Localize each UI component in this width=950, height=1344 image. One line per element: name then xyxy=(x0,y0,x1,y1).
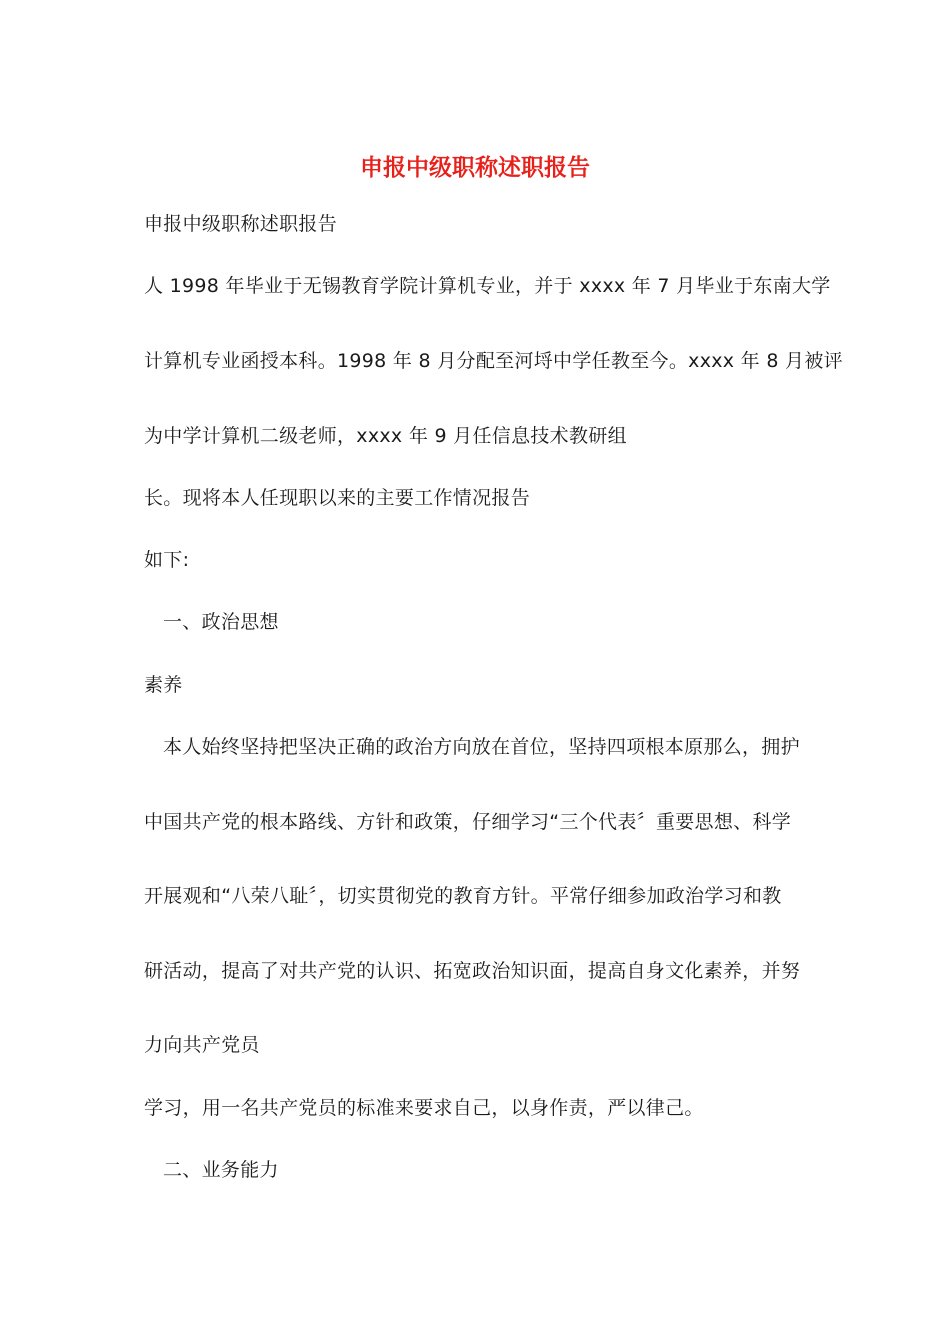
body-line: 开展观和“八荣八耻〞，切实贯彻党的教育方针。平常仔细参加政治学习和教 xyxy=(144,885,782,907)
section-heading-ability: 二、业务能力 xyxy=(163,1159,279,1181)
body-line: 学习，用一名共产党员的标准来要求自己，以身作责，严以律己。 xyxy=(144,1097,704,1119)
body-line: 计算机专业函授本科。1998 年 8 月分配至河埒中学任教至今。xxxx 年 8 月被评 xyxy=(144,350,843,372)
body-line: 中国共产党的根本路线、方针和政策，仔细学习“三个代表〞重要思想、科学 xyxy=(144,811,792,833)
body-line: 长。现将本人任现职以来的主要工作情况报告 xyxy=(144,487,531,509)
subtitle-line: 申报中级职称述职报告 xyxy=(144,213,338,235)
section-heading-continuation: 素养 xyxy=(144,674,183,696)
body-line: 人 1998 年毕业于无锡教育学院计算机专业，并于 xxxx 年 7 月毕业于东南大学 xyxy=(144,275,831,297)
body-line: 为中学计算机二级老师，xxxx 年 9 月任信息技术教研组 xyxy=(144,425,627,447)
body-line: 本人始终坚持把坚决正确的政治方向放在首位，坚持四项根本原那么，拥护 xyxy=(163,736,800,758)
body-line: 如下: xyxy=(144,549,190,571)
document-title: 申报中级职称述职报告 xyxy=(360,154,590,181)
body-line: 研活动，提高了对共产党的认识、拓宽政治知识面，提高自身文化素养，并努 xyxy=(144,960,801,982)
body-line: 力向共产党员 xyxy=(144,1034,260,1056)
section-heading-politics: 一、政治思想 xyxy=(163,611,279,633)
